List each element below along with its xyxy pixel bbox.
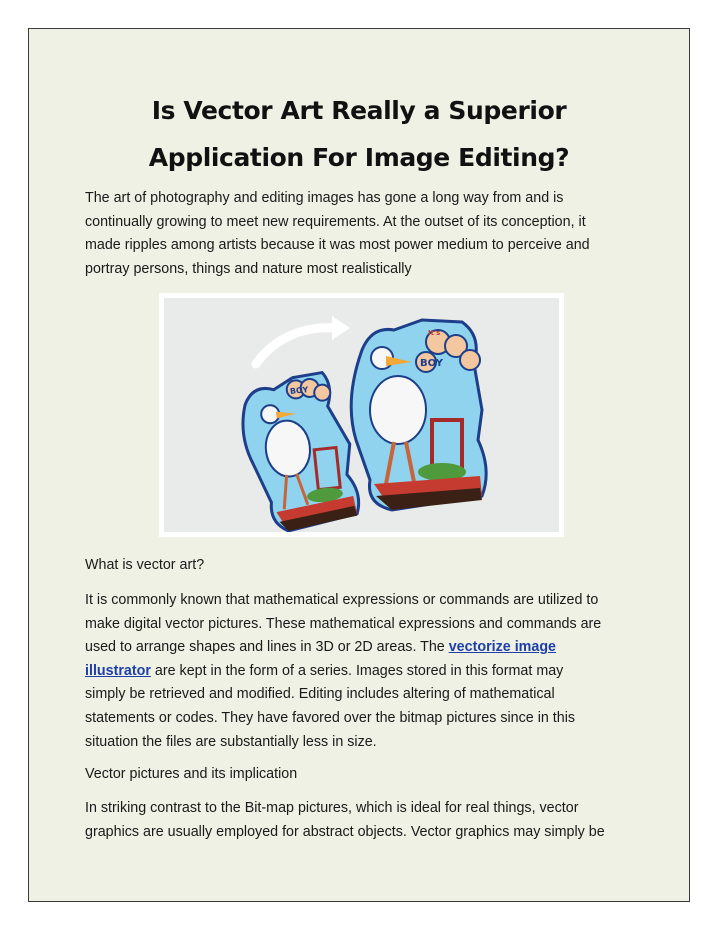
vector-art-illustration (159, 293, 564, 537)
intro-line: portray persons, things and nature most realistically (85, 260, 412, 277)
section-heading-vector-pictures (85, 763, 641, 787)
badge-right-text: BOY (420, 358, 444, 369)
illustrator-link[interactable]: illustrator (85, 662, 151, 679)
document-page (28, 28, 690, 902)
paragraph-line: situation the files are substantially less in size. (85, 733, 377, 750)
vector-pictures-paragraph (85, 797, 641, 844)
intro-line: The art of photography and editing images has gone a long way from and is (85, 190, 564, 206)
paragraph-line: In striking contrast to the Bit-map pictures, which is ideal for real things, vector (85, 800, 579, 816)
intro-line: continually growing to meet new requirements. At the outset of its conception, it (85, 213, 586, 230)
section-heading-text: Vector pictures and its implication (85, 766, 298, 782)
badge-left-text: BOY (289, 385, 309, 397)
paragraph-text: used to arrange shapes and lines in 3D or 2D areas. The (85, 639, 449, 656)
page-title (29, 87, 689, 181)
section-heading-text: What is vector art? (85, 557, 205, 573)
illustration-svg (164, 298, 559, 532)
vector-art-paragraph (85, 589, 641, 754)
paragraph-line: It is commonly known that mathematical expressions or commands are utilized to (85, 592, 599, 608)
title-line-1: Is Vector Art Really a Superior (151, 96, 567, 125)
paragraph-text: are kept in the form of a series. Images stored in this format may (150, 662, 564, 679)
large-sticker (351, 320, 486, 510)
badge-right-top-text: It's (428, 329, 441, 337)
paragraph-line: graphics are usually employed for abstract objects. Vector graphics may simply be (85, 823, 605, 840)
paragraph-line (85, 660, 641, 684)
intro-line: made ripples among artists because it was most power medium to perceive and (85, 237, 590, 254)
vectorize-image-link[interactable]: vectorize image (448, 639, 557, 656)
intro-paragraph (85, 187, 641, 281)
paragraph-line: simply be retrieved and modified. Editing includes altering of mathematical (85, 686, 555, 703)
section-heading-vector-art (85, 554, 641, 578)
paragraph-line: statements or codes. They have favored over the bitmap pictures since in this (85, 709, 576, 726)
paragraph-line: make digital vector pictures. These mathematical expressions and commands are (85, 615, 602, 632)
title-line-2: Application For Image Editing? (148, 143, 570, 172)
paragraph-line (85, 636, 641, 660)
